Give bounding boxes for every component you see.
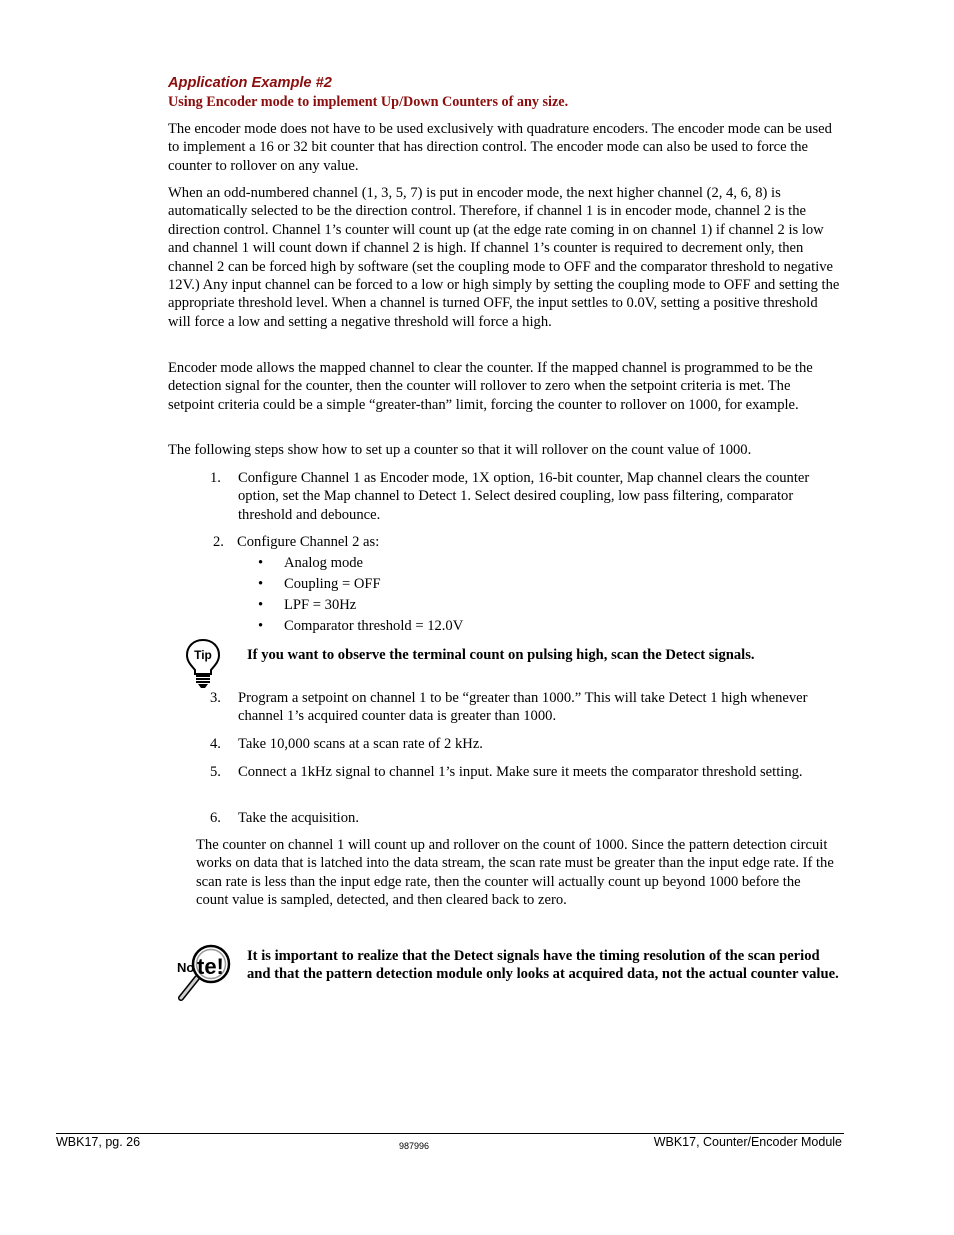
list-item: • Comparator threshold = 12.0V [258, 618, 464, 634]
step-text: Take 10,000 scans at a scan rate of 2 kHz. [238, 736, 483, 752]
list-item: • Analog mode [258, 555, 364, 571]
bullet-icon: • [258, 555, 264, 571]
step-number: 6. [210, 810, 221, 826]
note-text: It is important to realize that the Detect signals have the timing resolution of the scan period and that the pattern detection module only looks at acquired data, not the actual counter value. [247, 948, 839, 983]
paragraph-direction-control: When an odd-numbered channel (1, 3, 5, 7) is put in encoder mode, the next higher channel (2, 4, 6, 8) is automatically selected to be the direction control. Therefore, if channel 1 is in encoder mode, channel 2 is the direction control. Channel 1’s counter will count up (at the edge rate coming in on channel 1) if channel 2 is low and channel 1 will count down if channel 2 is high. If channel 1’s counter is required to decrement only, then channel 2 can be forced high by software (set the coupling mode to OFF and the comparator threshold to negative 12V.) Any input channel can be forced to a low or high simply by setting the coupling mode to OFF and setting the appropriate threshold level. When a channel is turned OFF, the input settles to 0.0V, setting a positive threshold will force a low and setting a negative threshold will force a high. [168, 185, 840, 330]
tip-icon-label: Tip [194, 648, 212, 662]
bullet-icon: • [258, 618, 264, 634]
footer-doc-number: 987996 [399, 1141, 430, 1151]
paragraph-mapped-channel: Encoder mode allows the mapped channel to clear the counter. If the mapped channel is programmed to be the detection signal for the counter, then the counter will rollover to zero when the setpoint criteria is met. The setpoint criteria could be a simple “greater-than” limit, forcing the counter to rollover on 1000, for example. [168, 360, 813, 413]
step-1 [210, 469, 820, 524]
step-text: Configure Channel 2 as: [237, 534, 380, 550]
list-item: • Coupling = OFF [258, 576, 381, 592]
paragraph-intro: The encoder mode does not have to be used exclusively with quadrature encoders. The encoder mode can be used to implement a 16 or 32 bit counter that has direction control. The encoder mode can also be used to force the counter to rollover on any value. [168, 121, 832, 174]
section-title: Application Example #2 [168, 75, 332, 91]
step-number: 3. [210, 690, 221, 706]
step-number: 2. [213, 534, 224, 550]
bullet-icon: • [258, 576, 264, 592]
step-4 [210, 735, 820, 753]
footer-left: WBK17, pg. 26 [56, 1135, 141, 1149]
note-icon-label-b: te! [197, 954, 224, 979]
tip-text: If you want to observe the terminal count on pulsing high, scan the Detect signals. [247, 647, 755, 663]
step-number: 4. [210, 736, 221, 752]
section-subtitle: Using Encoder mode to implement Up/Down Counters of any size. [168, 94, 569, 110]
footer-divider [56, 1133, 844, 1134]
tip-lightbulb-icon [185, 638, 221, 690]
step-number: 1. [210, 470, 221, 486]
paragraph-steps-intro: The following steps show how to set up a counter so that it will rollover on the count value of 1000. [168, 442, 752, 458]
step-text: Program a setpoint on channel 1 to be “greater than 1000.” This will take Detect 1 high whenever channel 1’s acquired counter data is greater than 1000. [238, 690, 808, 725]
step-text: Take the acquisition. [238, 810, 359, 826]
step-6 [210, 809, 820, 827]
note-icon-label-a: No [177, 960, 195, 975]
note-magnifier-icon [175, 944, 235, 1002]
footer-right: WBK17, Counter/Encoder Module [653, 1135, 842, 1149]
bullet-icon: • [258, 597, 264, 613]
step-3 [210, 689, 820, 726]
step-2 [213, 533, 823, 551]
step-number: 5. [210, 764, 221, 780]
paragraph-closing: The counter on channel 1 will count up and rollover on the count of 1000. Since the pattern detection circuit works on data that is latched into the data stream, the scan rate must be greater than the input edge rate. If the scan rate is less than the input edge rate, then the counter will actually count up beyond 1000 before the count value is sampled, detected, and then cleared back to zero. [196, 837, 834, 909]
step-text: Configure Channel 1 as Encoder mode, 1X option, 16-bit counter, Map channel clears the counter option, set the Map channel to Detect 1. Select desired coupling, low pass filtering, comparator threshold and debounce. [238, 470, 810, 523]
step-text: Connect a 1kHz signal to channel 1’s input. Make sure it meets the comparator threshold setting. [238, 764, 803, 780]
step-5 [210, 763, 820, 781]
list-item: • LPF = 30Hz [258, 597, 357, 613]
